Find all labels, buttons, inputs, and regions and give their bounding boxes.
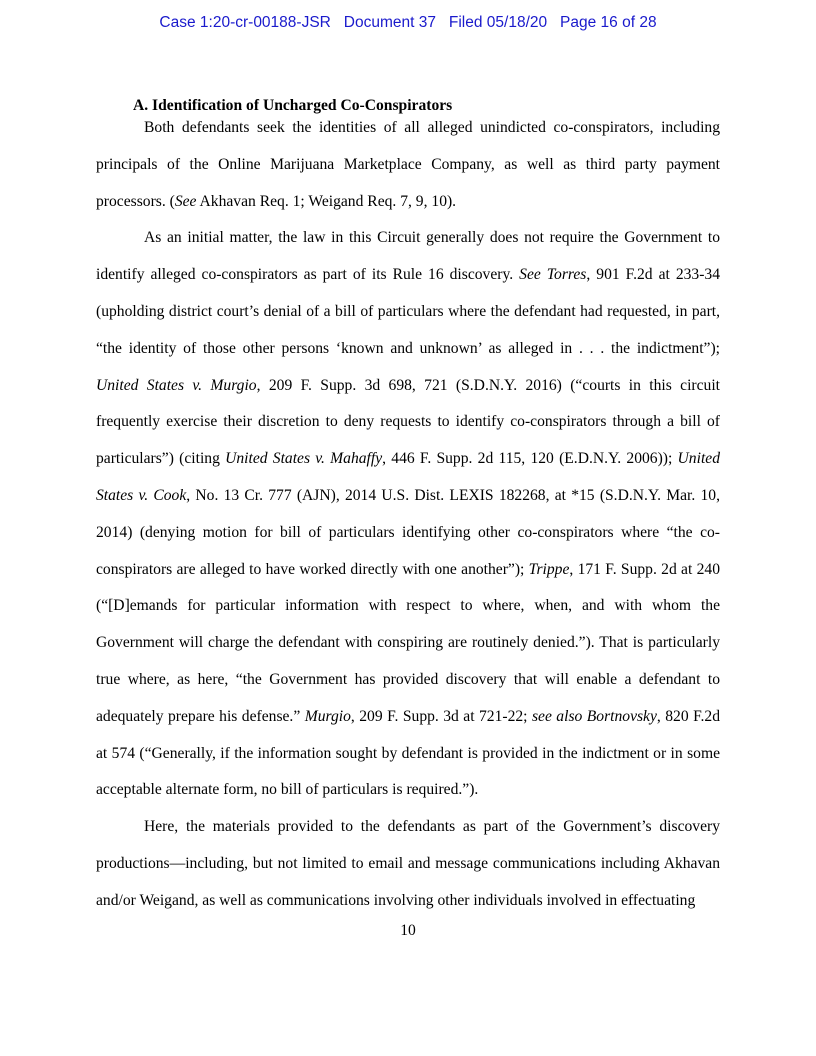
- text-run: Akhavan Req. 1; Weigand Req. 7, 9, 10).: [196, 192, 457, 210]
- text-run: , 209 F. Supp. 3d at 721-22;: [350, 707, 532, 725]
- text-run: , 446 F. Supp. 2d 115, 120 (E.D.N.Y. 2006));: [382, 450, 678, 468]
- text-run: Both defendants seek the identities of all alleged unindicted co-conspirators, including principals of the Online Marijuana Marketplace Company, as well as third party payment processors. (: [96, 119, 720, 210]
- text-run: As an initial matter, the law in this Circuit generally does not require the Government to identify alleged co-conspirators as part of its Rule 16 discovery.: [96, 229, 720, 284]
- citation-italic: United States v. Murgio: [96, 376, 257, 394]
- page-number: 10: [400, 922, 416, 939]
- text-run: , 901 F.2d at 233-34 (upholding district court’s denial of a bill of particulars where the defendant had requested, in part, “the identity of those other persons ‘known and unknown’ as alleged in . . . the indictment”);: [96, 266, 721, 357]
- text-run: Here, the materials provided to the defendants as part of the Government’s discovery productions—including, but not limited to email and message communications including Akhavan and/or Weigand, as well as communications involving other individuals involved in effectuating: [96, 818, 720, 909]
- paragraph-discovery-materials: [96, 809, 720, 919]
- text-run: , 171 F. Supp. 2d at 240 (“[D]emands for particular information with respect to where, when, and with whom the Government will charge the defendant with conspiring are routinely denied.”). That is particularly true where, as here, “the Government has provided discovery that will enable a defendant to adequately prepare his defense.”: [96, 560, 720, 725]
- section-heading: A. Identification of Uncharged Co-Conspirators: [133, 97, 453, 114]
- paragraph-defendants-request: [96, 110, 720, 220]
- text-run: , 209 F. Supp. 3d 698, 721 (S.D.N.Y. 2016) (“courts in this circuit frequently exercise their discretion to deny requests to identify co-conspirators through a bill of particulars”) (citing: [96, 376, 720, 468]
- citation-italic: United States v. Mahaffy: [225, 450, 383, 468]
- document-body: [96, 95, 720, 920]
- text-run: , 820 F.2d at 574 (“Generally, if the information sought by defendant is provided in the indictment or in some acceptable alternate form, no bill of particulars is required.”).: [96, 707, 720, 799]
- text-run: , No. 13 Cr. 777 (AJN), 2014 U.S. Dist. LEXIS 182268, at *15 (S.D.N.Y. Mar. 10, 2014) (denying motion for bill of particulars identifying other co-conspirators where “the co-conspirators are alleged to have worked directly with one another”);: [96, 486, 720, 578]
- case-header: Case 1:20-cr-00188-JSR Document 37 Filed 05/18/20 Page 16 of 28: [159, 14, 657, 31]
- paragraph-law-in-circuit: [96, 220, 720, 809]
- citation-italic: Murgio: [304, 707, 351, 725]
- citation-italic: see also Bortnovsky: [531, 707, 657, 725]
- citation-italic: See Torres: [519, 266, 587, 284]
- citation-italic: Trippe: [528, 560, 570, 578]
- citation-italic: See: [174, 192, 197, 210]
- citation-italic: United States v. Cook: [96, 450, 720, 504]
